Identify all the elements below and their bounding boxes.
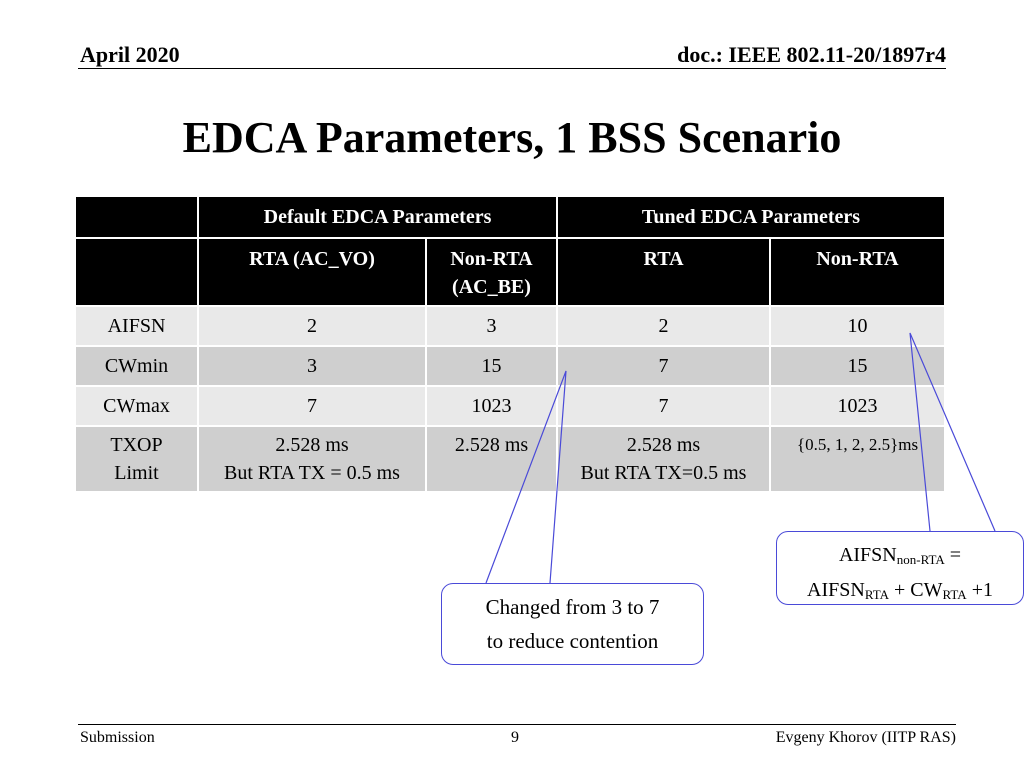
cell-line1: 2.528 ms (275, 434, 349, 456)
row-label-line1: TXOP (110, 434, 163, 456)
row-label-line2: Limit (114, 462, 159, 484)
footer-author: Evgeny Khorov (IITP RAS) (775, 729, 956, 746)
footer-page-number: 9 (511, 729, 519, 746)
col-default-nonrta-line2: (AC_BE) (452, 276, 531, 298)
callout-contention-line2: to reduce contention (486, 629, 659, 653)
contention-pointer (486, 371, 566, 583)
formula-sub-rta: RTA (864, 587, 889, 602)
col-default-rta: RTA (AC_VO) (198, 238, 426, 306)
formula-sub-nonrta: non-RTA (896, 552, 945, 567)
cell: 7 (198, 386, 426, 426)
footer-submission: Submission (80, 729, 155, 746)
header-date: April 2020 (80, 42, 180, 67)
col-default-nonrta-line1: Non-RTA (450, 248, 533, 270)
cell: 15 (770, 346, 945, 386)
cell: 2 (198, 306, 426, 346)
cell-line1: 2.528 ms (626, 434, 701, 456)
callout-aifsn-formula (776, 531, 1024, 605)
callout-contention-line1: Changed from 3 to 7 (485, 595, 660, 619)
formula-aifsn: AIFSN (838, 544, 897, 566)
aifsn-pointer (910, 333, 995, 531)
formula-plus-cw: + CW (889, 579, 943, 601)
cell-line2: But RTA TX=0.5 ms (580, 462, 747, 484)
row-label: AIFSN (75, 306, 198, 346)
formula-equals: = (944, 544, 962, 566)
cell: 3 (426, 306, 557, 346)
row-label: CWmax (75, 386, 198, 426)
group-default-header: Default EDCA Parameters (198, 196, 557, 238)
formula-aifsn-rta: AIFSN (807, 579, 865, 601)
group-tuned-header: Tuned EDCA Parameters (557, 196, 945, 238)
cell: 7 (557, 386, 770, 426)
footer-rule (78, 724, 956, 725)
header-doc-id: doc.: IEEE 802.11-20/1897r4 (677, 42, 946, 67)
slide-title: EDCA Parameters, 1 BSS Scenario (182, 113, 842, 162)
cell: 1023 (770, 386, 945, 426)
col-tuned-rta: RTA (557, 238, 770, 306)
row-label: CWmin (75, 346, 198, 386)
col-tuned-nonrta: Non-RTA (770, 238, 945, 306)
cell: 10 (770, 306, 945, 346)
cell: 2.528 ms (426, 426, 557, 492)
cell: {0.5, 1, 2, 2.5}ms (770, 426, 945, 492)
cell: 15 (426, 346, 557, 386)
callout-contention (441, 583, 704, 665)
cell: 1023 (426, 386, 557, 426)
formula-line1 (777, 540, 1023, 575)
cell: 3 (198, 346, 426, 386)
cell-line2: But RTA TX = 0.5 ms (224, 462, 400, 484)
formula-plus-one: +1 (966, 579, 993, 601)
formula-line2 (777, 575, 1023, 610)
formula-sub-rta2: RTA (942, 587, 967, 602)
cell: 7 (557, 346, 770, 386)
cell: 2 (557, 306, 770, 346)
